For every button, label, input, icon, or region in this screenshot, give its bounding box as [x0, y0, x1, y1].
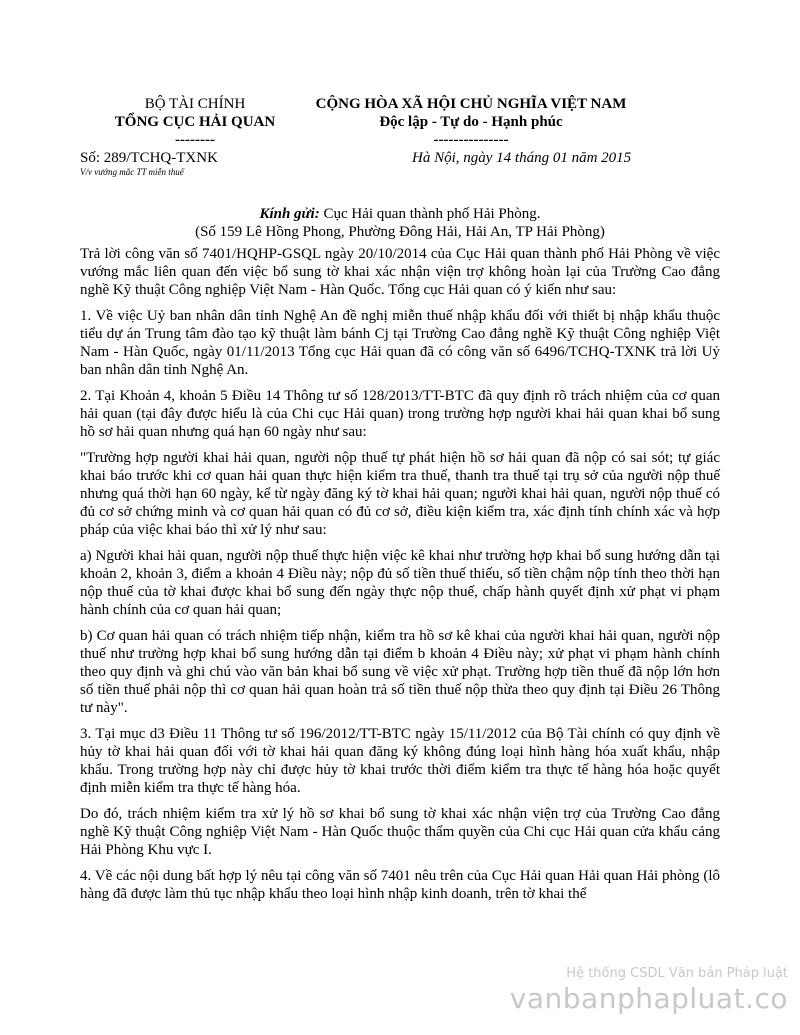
paragraph: b) Cơ quan hải quan có trách nhiệm tiếp nhận, kiểm tra hồ sơ kê khai của người khai hải quan, người nộp thuế như trường hợp khai bổ sung hướng dẫn tại điểm b khoản 4 Điều này; xử phạt vi phạm hành chính theo quy định và ghi chú vào văn bản khai bổ sung về việc xử phạt. Trường hợp tiền thuế đã nộp lớn hơn số tiền thuế phải nộp thì cơ quan hải quan hoàn trả số tiền thuế nộp thừa theo quy định tại Điều 26 Thông tư này".: [80, 628, 720, 716]
document-body: [80, 245, 720, 911]
left-separator: --------: [175, 132, 215, 148]
recipient-block: [80, 205, 720, 241]
watermark-site: vanbanphapluat.co: [509, 982, 788, 1015]
document-subject: V/v vướng mắc TT miễn thuế: [80, 167, 184, 177]
national-title-block: [296, 95, 646, 149]
document-number: Số: 289/TCHQ-TXNK: [80, 150, 218, 166]
ministry-name: BỘ TÀI CHÍNH: [144, 96, 246, 112]
paragraph: 4. Về các nội dung bất hợp lý nêu tại công văn số 7401 nêu trên của Cục Hải quan Hải quan Hải phòng (lô hàng đã được làm thủ tục nhập khẩu theo loại hình nhập kinh doanh, trên tờ khai thể: [80, 868, 720, 902]
paragraph: Trả lời công văn số 7401/HQHP-GSQL ngày 20/10/2014 của Cục Hải quan thành phố Hải Phòng về việc vướng mắc liên quan đến việc bổ sung tờ khai xác nhận viện trợ không hoàn lại của Trường Cao đẳng nghề Kỹ thuật Công nghiệp Việt Nam - Hàn Quốc. Tổng cục Hải quan có ý kiến như sau:: [80, 246, 720, 298]
right-separator: ---------------: [433, 132, 509, 148]
department-name: TỔNG CỤC HẢI QUAN: [114, 114, 276, 130]
watermark-caption: Hệ thống CSDL Văn bản Pháp luật: [566, 966, 788, 981]
recipient-address: (Số 159 Lê Hồng Phong, Phường Đông Hải, Hải An, TP Hải Phòng): [195, 224, 605, 240]
paragraph: Do đó, trách nhiệm kiểm tra xử lý hồ sơ khai bổ sung tờ khai xác nhận viện trợ của Trường Cao đẳng nghề Kỹ thuật Công nghiệp Việt Nam - Hàn Quốc thuộc thẩm quyền của Chi cục Hải quan cửa khẩu cảng Hải Phòng Khu vực I.: [80, 806, 720, 858]
paragraph: "Trường hợp người khai hải quan, người nộp thuế tự phát hiện hồ sơ hải quan đã nộp có sai sót; tự giác khai báo trước khi cơ quan hải quan thực hiện kiểm tra thuế, thanh tra thuế tại trụ sở của người nộp thuế nhưng quá thời hạn 60 ngày, kể từ ngày đăng ký tờ khai hải quan; người khai hải quan, người nộp thuế có đủ cơ sở chứng minh và cơ quan hải quan có đủ cơ sở, điều kiện kiểm tra, xác định tính chính xác và hợp pháp của việc khai báo thì xử lý như sau:: [80, 450, 720, 538]
paragraph: 3. Tại mục d3 Điều 11 Thông tư số 196/2012/TT-BTC ngày 15/11/2012 của Bộ Tài chính có quy định về hủy tờ khai hải quan đối với tờ khai hải quan đăng ký không đúng loại hình hàng hóa xuất khẩu, nhập khẩu. Trong trường hợp này chỉ được hủy tờ khai trước thời điểm kiểm tra thực tế hàng hóa hoặc quyết định miễn kiểm tra thực tế hàng hóa.: [80, 726, 720, 796]
recipient-name: Cục Hải quan thành phố Hải Phòng.: [323, 206, 541, 222]
paragraph: 1. Về việc Uỷ ban nhân dân tỉnh Nghệ An đề nghị miễn thuế nhập khẩu đối với thiết bị nhập khẩu thuộc tiểu dự án Trung tâm đào tạo kỹ thuật làm bánh Cj tại Trường Cao đẳng nghề Kỹ thuật Công nghiệp Việt Nam - Hàn Quốc, ngày 01/11/2013 Tổng cục Hải quan đã có công văn số 6496/TCHQ-TXNK trả lời Uỷ ban nhân dân tỉnh Nghệ An.: [80, 308, 720, 378]
paragraph: a) Người khai hải quan, người nộp thuế thực hiện việc kê khai như trường hợp khai bổ sung hướng dẫn tại khoản 2, khoản 3, điểm a khoản 4 Điều này; nộp đủ số tiền thuế thiếu, số tiền chậm nộp tính theo thời hạn nộp thuế của tờ khai được khai bổ sung đến ngày thực nộp thuế, chấp hành quyết định xử phạt vi phạm hành chính của cơ quan hải quan;: [80, 548, 720, 618]
country-name: CỘNG HÒA XÃ HỘI CHỦ NGHĨA VIỆT NAM: [315, 96, 627, 112]
recipient-label: Kính gửi:: [259, 206, 320, 222]
motto: Độc lập - Tự do - Hạnh phúc: [379, 114, 563, 130]
issuing-agency-block: [80, 95, 310, 149]
place-date: Hà Nội, ngày 14 tháng 01 năm 2015: [412, 150, 632, 166]
paragraph: 2. Tại Khoản 4, khoản 5 Điều 14 Thông tư số 128/2013/TT-BTC đã quy định rõ trách nhiệm của cơ quan hải quan (tại đây được hiểu là của Chi cục Hải quan) trong trường hợp người khai hải quan khai bổ sung hồ sơ hải quan nhưng quá hạn 60 ngày như sau:: [80, 388, 720, 440]
